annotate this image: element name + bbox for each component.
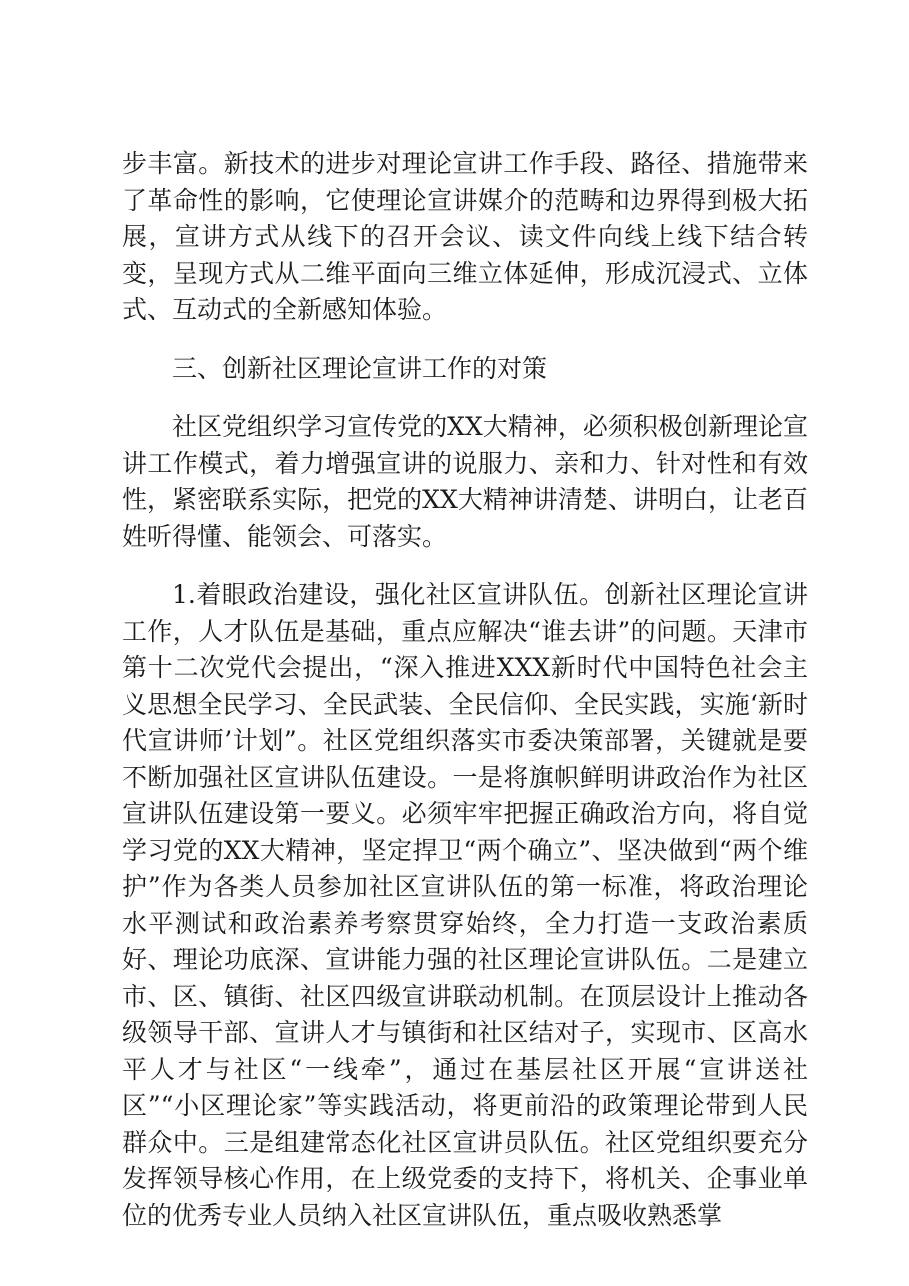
paragraph-continuation: 步丰富。新技术的进步对理论宣讲工作手段、路径、措施带来了革命性的影响，它使理论宣讲媒介的范畴和边界得到极大拓展，宣讲方式从线下的召开会议、读文件向线上线下结合转变，呈现方式从二维平面向三维立体延伸，形成沉浸式、立体式、互动式的全新感知体验。: [122, 149, 808, 324]
section-heading: 三、创新社区理论宣讲工作的对策: [172, 353, 548, 383]
paragraph-intro: 社区党组织学习宣传党的XX大精神，必须积极创新理论宣讲工作模式，着力增强宣讲的说服力、亲和力、针对性和有效性，紧密联系实际，把党的XX大精神讲清楚、讲明白，让老百姓听得懂、能领会、可落实。: [122, 412, 808, 551]
document-body: [122, 146, 808, 1256]
paragraph-point-1: 1.着眼政治建设，强化社区宣讲队伍。创新社区理论宣讲工作，人才队伍是基础，重点应解决“谁去讲”的问题。天津市第十二次党代会提出，“深入推进XXX新时代中国特色社会主义思想全民学习、全民武装、全民信仰、全民实践，实施‘新时代宣讲师’计划”。社区党组织落实市委决策部署，关键就是要不断加强社区宣讲队伍建设。一是将旗帜鲜明讲政治作为社区宣讲队伍建设第一要义。必须牢牢把握正确政治方向，将自觉学习党的XX大精神，坚定捍卫“两个确立”、坚决做到“两个维护”作为各类人员参加社区宣讲队伍的第一标准，将政治理论水平测试和政治素养考察贯穿始终，全力打造一支政治素质好、理论功底深、宣讲能力强的社区理论宣讲队伍。二是建立市、区、镇街、社区四级宣讲联动机制。在顶层设计上推动各级领导干部、宣讲人才与镇街和社区结对子，实现市、区高水平人才与社区“一线牵”，通过在基层社区开展“宣讲送社区”“小区理论家”等实践活动，将更前沿的政策理论带到人民群众中。三是组建常态化社区宣讲员队伍。社区党组织要充分发挥领导核心作用，在上级党委的支持下，将机关、企事业单位的优秀专业人员纳入社区宣讲队伍，重点吸收熟悉掌: [122, 580, 808, 1230]
